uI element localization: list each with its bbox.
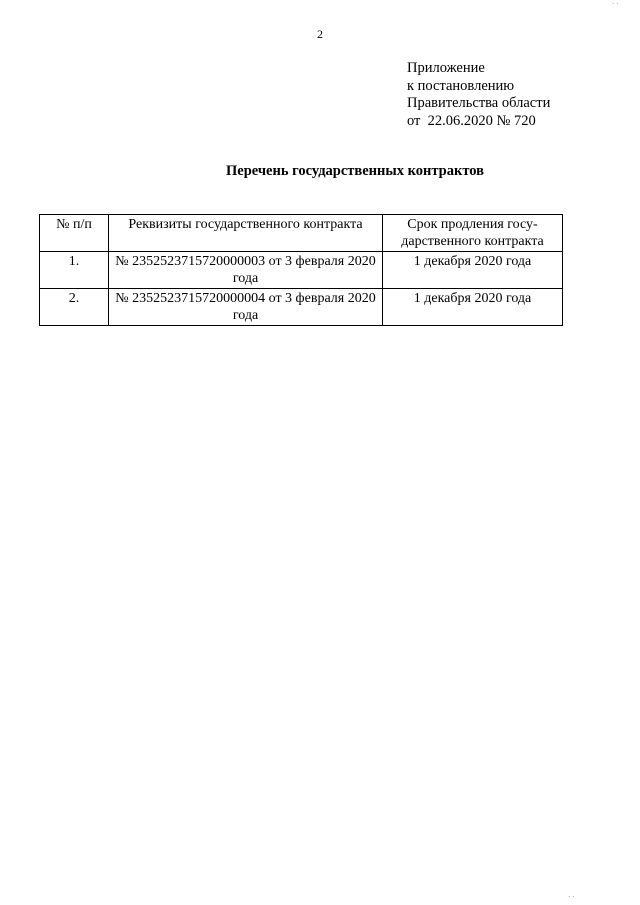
- row-term: 1 декабря 2020 года: [383, 289, 563, 326]
- scan-mark: · ·: [568, 893, 575, 901]
- row-term: 1 декабря 2020 года: [383, 252, 563, 289]
- page-number: 2: [317, 27, 323, 41]
- appendix-line-4: от 22.06.2020 № 720: [407, 112, 536, 129]
- contracts-table: [39, 214, 563, 326]
- row-num: 2.: [40, 289, 109, 326]
- table-row: [40, 289, 563, 326]
- document-title: Перечень государственных контрактов: [226, 163, 484, 179]
- header-term: Срок продления госу-дарственного контракта: [383, 215, 563, 252]
- scan-mark: · ·: [612, 0, 619, 8]
- row-requisites: № 2352523715720000003 от 3 февраля 2020 года: [109, 252, 383, 289]
- header-requisites: Реквизиты государственного контракта: [109, 215, 383, 252]
- table-row: [40, 252, 563, 289]
- appendix-line-2: к постановлению: [407, 77, 515, 94]
- appendix-line-3: Правительства области: [407, 95, 551, 111]
- table-header-row: [40, 215, 563, 252]
- appendix-line-1: Приложение: [407, 60, 485, 76]
- header-num: № п/п: [40, 215, 109, 252]
- row-requisites: № 2352523715720000004 от 3 февраля 2020 года: [109, 289, 383, 326]
- row-num: 1.: [40, 252, 109, 289]
- appendix-block: [407, 60, 550, 130]
